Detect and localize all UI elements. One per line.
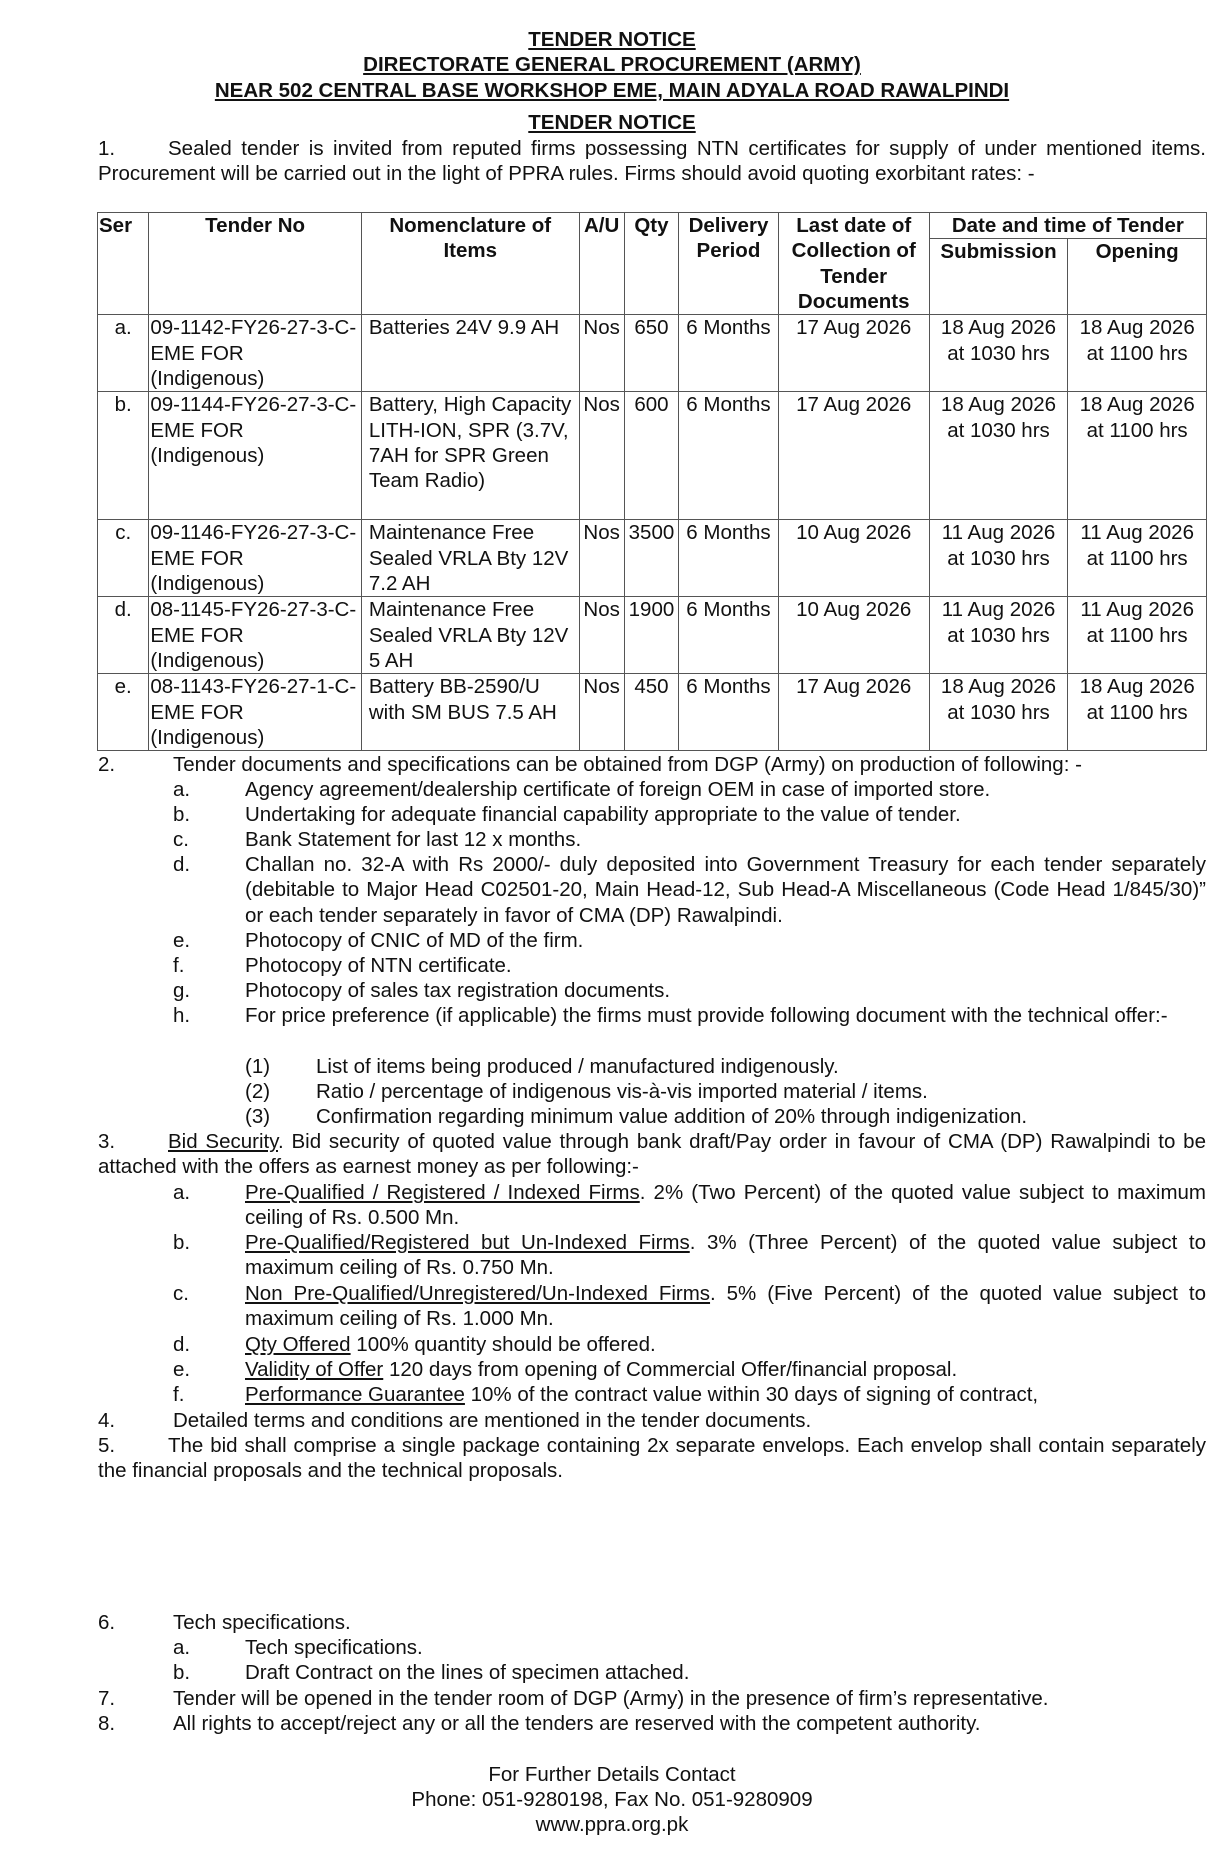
cell-ser: a. bbox=[98, 315, 149, 392]
sub-item: Ratio / percentage of indigenous vis-à-vis imported material / items. bbox=[316, 1080, 928, 1103]
cell-qty: 450 bbox=[624, 674, 678, 751]
list-item-label: h. bbox=[173, 1004, 191, 1027]
list-item-label: f. bbox=[173, 954, 185, 977]
paragraph-3 bbox=[98, 1129, 1206, 1180]
cell-submission: 18 Aug 2026 at 1030 hrs bbox=[929, 315, 1068, 392]
cell-tender-no: 08-1143-FY26-27-1-C-EME FOR (Indigenous) bbox=[149, 674, 362, 751]
list-item bbox=[245, 1382, 1038, 1407]
list-item: Undertaking for adequate financial capability appropriate to the value of tender. bbox=[245, 803, 961, 826]
footer-contact: For Further Details Contact bbox=[488, 1763, 736, 1786]
cell-opening: 18 Aug 2026 at 1100 hrs bbox=[1068, 392, 1207, 520]
cell-submission: 18 Aug 2026 at 1030 hrs bbox=[929, 674, 1068, 751]
list-item-heading: Pre-Qualified/Registered but Un-Indexed Firms bbox=[245, 1231, 690, 1254]
list-item-label: b. bbox=[173, 1661, 191, 1684]
cell-qty: 3500 bbox=[624, 520, 678, 597]
sub-item-label: (3) bbox=[245, 1105, 271, 1128]
cell-au: Nos bbox=[579, 315, 624, 392]
para-number: 2. bbox=[98, 753, 116, 776]
list-item bbox=[245, 1281, 1206, 1332]
cell-item: Battery, High Capacity LITH-ION, SPR (3.7V, 7AH for SPR Green Team Radio) bbox=[361, 392, 579, 520]
table-row bbox=[98, 674, 1207, 751]
list-item-text: . 3% (Three Percent) of the quoted value subject to maximum ceiling of Rs. 0.750 Mn. bbox=[245, 1231, 1206, 1280]
list-item-text: 120 days from opening of Commercial Offer/financial proposal. bbox=[383, 1358, 958, 1381]
footer-website[interactable]: www.ppra.org.pk bbox=[535, 1813, 689, 1836]
para-number: 1. bbox=[98, 137, 116, 160]
list-item-text: . 2% (Two Percent) of the quoted value subject to maximum ceiling of Rs. 0.500 Mn. bbox=[245, 1181, 1206, 1230]
para-number: 8. bbox=[98, 1712, 116, 1735]
cell-au: Nos bbox=[579, 520, 624, 597]
col-header-last-date: Last date of Collection of Tender Documents bbox=[778, 213, 929, 315]
list-item bbox=[245, 1230, 1206, 1281]
cell-opening: 18 Aug 2026 at 1100 hrs bbox=[1068, 674, 1207, 751]
sub-item-label: (1) bbox=[245, 1055, 271, 1078]
sub-item-label: (2) bbox=[245, 1080, 271, 1103]
table-header-row bbox=[98, 213, 1207, 239]
organization-name: DIRECTORATE GENERAL PROCUREMENT (ARMY) bbox=[363, 53, 861, 76]
cell-last-date: 10 Aug 2026 bbox=[778, 520, 929, 597]
cell-tender-no: 09-1146-FY26-27-3-C-EME FOR (Indigenous) bbox=[149, 520, 362, 597]
col-header-qty: Qty bbox=[624, 213, 678, 315]
list-item-label: c. bbox=[173, 828, 189, 851]
list-item-label: c. bbox=[173, 1282, 189, 1305]
list-item-label: b. bbox=[173, 1231, 191, 1254]
table-row bbox=[98, 392, 1207, 520]
notice-title: TENDER NOTICE bbox=[528, 28, 696, 51]
col-header-date-time: Date and time of Tender bbox=[929, 213, 1206, 239]
cell-delivery: 6 Months bbox=[679, 520, 779, 597]
list-item bbox=[245, 1332, 656, 1357]
cell-opening: 11 Aug 2026 at 1100 hrs bbox=[1068, 597, 1207, 674]
cell-delivery: 6 Months bbox=[679, 597, 779, 674]
cell-au: Nos bbox=[579, 597, 624, 674]
para-8-text: All rights to accept/reject any or all the tenders are reserved with the competent authority. bbox=[173, 1712, 981, 1735]
list-item-text: 10% of the contract value within 30 days of signing of contract, bbox=[464, 1383, 1039, 1406]
cell-ser: b. bbox=[98, 392, 149, 520]
list-item-label: a. bbox=[173, 1636, 191, 1659]
list-item-heading: Performance Guarantee bbox=[245, 1383, 465, 1406]
para-6-text: Tech specifications. bbox=[173, 1611, 351, 1634]
table-row bbox=[98, 597, 1207, 674]
cell-ser: c. bbox=[98, 520, 149, 597]
list-item: Bank Statement for last 12 x months. bbox=[245, 828, 582, 851]
cell-submission: 18 Aug 2026 at 1030 hrs bbox=[929, 392, 1068, 520]
cell-delivery: 6 Months bbox=[679, 392, 779, 520]
organization-address: NEAR 502 CENTRAL BASE WORKSHOP EME, MAIN ADYALA ROAD RAWALPINDI bbox=[214, 79, 1010, 102]
cell-submission: 11 Aug 2026 at 1030 hrs bbox=[929, 597, 1068, 674]
para-number: 7. bbox=[98, 1687, 116, 1710]
cell-last-date: 10 Aug 2026 bbox=[778, 597, 929, 674]
list-item-label: a. bbox=[173, 778, 191, 801]
table-row bbox=[98, 520, 1207, 597]
list-item: Challan no. 32-A with Rs 2000/- duly deposited into Government Treasury for each tender separately (debitable to Major Head C02501-20, Main Head-12, Sub Head-A Miscellaneous (Code Head 1/845/30)” or each tender separately in favor of CMA (DP) Rawalpindi. bbox=[245, 853, 1206, 927]
cell-tender-no: 08-1145-FY26-27-3-C-EME FOR (Indigenous) bbox=[149, 597, 362, 674]
col-header-submission: Submission bbox=[929, 239, 1068, 315]
cell-last-date: 17 Aug 2026 bbox=[778, 392, 929, 520]
paragraph-1 bbox=[98, 136, 1206, 187]
paragraph-5 bbox=[98, 1433, 1206, 1484]
bid-security-heading: Bid Security bbox=[168, 1130, 278, 1153]
cell-qty: 600 bbox=[624, 392, 678, 520]
cell-au: Nos bbox=[579, 392, 624, 520]
list-item: Photocopy of NTN certificate. bbox=[245, 954, 512, 977]
para-number: 3. bbox=[98, 1130, 116, 1153]
cell-au: Nos bbox=[579, 674, 624, 751]
cell-tender-no: 09-1144-FY26-27-3-C-EME FOR (Indigenous) bbox=[149, 392, 362, 520]
cell-item: Maintenance Free Sealed VRLA Bty 12V 5 AH bbox=[361, 597, 579, 674]
list-item-heading: Validity of Offer bbox=[245, 1358, 384, 1381]
cell-last-date: 17 Aug 2026 bbox=[778, 315, 929, 392]
tender-items-table bbox=[97, 212, 1207, 751]
notice-subtitle: TENDER NOTICE bbox=[528, 111, 696, 134]
cell-opening: 18 Aug 2026 at 1100 hrs bbox=[1068, 315, 1207, 392]
list-item-label: a. bbox=[173, 1181, 191, 1204]
sub-item: List of items being produced / manufactured indigenously. bbox=[316, 1055, 839, 1078]
list-item: Agency agreement/dealership certificate of foreign OEM in case of imported store. bbox=[245, 778, 991, 801]
para-4-text: Detailed terms and conditions are mentioned in the tender documents. bbox=[173, 1409, 812, 1432]
para-1-text: Sealed tender is invited from reputed firms possessing NTN certificates for supply of under mentioned items. Procurement will be carried out in the light of PPRA rules. Firms should avoid quoting exorbitant rates: - bbox=[98, 137, 1206, 186]
list-item-label: g. bbox=[173, 979, 191, 1002]
col-header-tender-no: Tender No bbox=[149, 213, 362, 315]
col-header-opening: Opening bbox=[1068, 239, 1207, 315]
list-item-heading: Qty Offered bbox=[245, 1333, 351, 1356]
cell-tender-no: 09-1142-FY26-27-3-C-EME FOR (Indigenous) bbox=[149, 315, 362, 392]
list-item-label: e. bbox=[173, 929, 191, 952]
cell-submission: 11 Aug 2026 at 1030 hrs bbox=[929, 520, 1068, 597]
cell-opening: 11 Aug 2026 at 1100 hrs bbox=[1068, 520, 1207, 597]
list-item bbox=[245, 1180, 1206, 1231]
para-3-text: . Bid security of quoted value through bank draft/Pay order in favour of CMA (DP) Rawalpindi to be attached with the offers as earnest money as per following:- bbox=[98, 1130, 1206, 1179]
list-item-text: . 5% (Five Percent) of the quoted value subject to maximum ceiling of Rs. 1.000 Mn. bbox=[245, 1282, 1206, 1331]
list-item-text: 100% quantity should be offered. bbox=[350, 1333, 656, 1356]
cell-item: Batteries 24V 9.9 AH bbox=[361, 315, 579, 392]
col-header-nomenclature: Nomenclature of Items bbox=[361, 213, 579, 315]
list-item-label: d. bbox=[173, 853, 191, 876]
col-header-delivery: Delivery Period bbox=[679, 213, 779, 315]
cell-delivery: 6 Months bbox=[679, 315, 779, 392]
list-item-label: d. bbox=[173, 1333, 191, 1356]
cell-delivery: 6 Months bbox=[679, 674, 779, 751]
para-number: 6. bbox=[98, 1611, 116, 1634]
cell-ser: d. bbox=[98, 597, 149, 674]
cell-qty: 650 bbox=[624, 315, 678, 392]
list-item: Photocopy of CNIC of MD of the firm. bbox=[245, 929, 584, 952]
para-number: 5. bbox=[98, 1434, 116, 1457]
list-item: Draft Contract on the lines of specimen attached. bbox=[245, 1661, 690, 1684]
list-item-heading: Pre-Qualified / Registered / Indexed Firms bbox=[245, 1181, 640, 1204]
para-7-text: Tender will be opened in the tender room of DGP (Army) in the presence of firm’s representative. bbox=[173, 1687, 1049, 1710]
list-item-label: f. bbox=[173, 1383, 185, 1406]
para-5-text: The bid shall comprise a single package containing 2x separate envelops. Each envelop shall contain separately the financial proposals and the technical proposals. bbox=[98, 1434, 1206, 1483]
cell-item: Maintenance Free Sealed VRLA Bty 12V 7.2 AH bbox=[361, 520, 579, 597]
list-item: For price preference (if applicable) the firms must provide following document with the technical offer:- bbox=[245, 1004, 1168, 1027]
list-item-label: b. bbox=[173, 803, 191, 826]
col-header-ser: Ser bbox=[98, 213, 149, 315]
para-2-intro: Tender documents and specifications can be obtained from DGP (Army) on production of following: - bbox=[173, 753, 1082, 776]
col-header-au: A/U bbox=[579, 213, 624, 315]
para-number: 4. bbox=[98, 1409, 116, 1432]
cell-item: Battery BB-2590/U with SM BUS 7.5 AH bbox=[361, 674, 579, 751]
list-item-heading: Non Pre-Qualified/Unregistered/Un-Indexed Firms bbox=[245, 1282, 711, 1305]
sub-item: Confirmation regarding minimum value addition of 20% through indigenization. bbox=[316, 1105, 1028, 1128]
cell-ser: e. bbox=[98, 674, 149, 751]
cell-last-date: 17 Aug 2026 bbox=[778, 674, 929, 751]
table-row bbox=[98, 315, 1207, 392]
list-item: Photocopy of sales tax registration documents. bbox=[245, 979, 671, 1002]
list-item bbox=[245, 1357, 957, 1382]
footer-phone: Phone: 051-9280198, Fax No. 051-9280909 bbox=[411, 1788, 813, 1811]
cell-qty: 1900 bbox=[624, 597, 678, 674]
list-item: Tech specifications. bbox=[245, 1636, 423, 1659]
list-item-label: e. bbox=[173, 1358, 191, 1381]
